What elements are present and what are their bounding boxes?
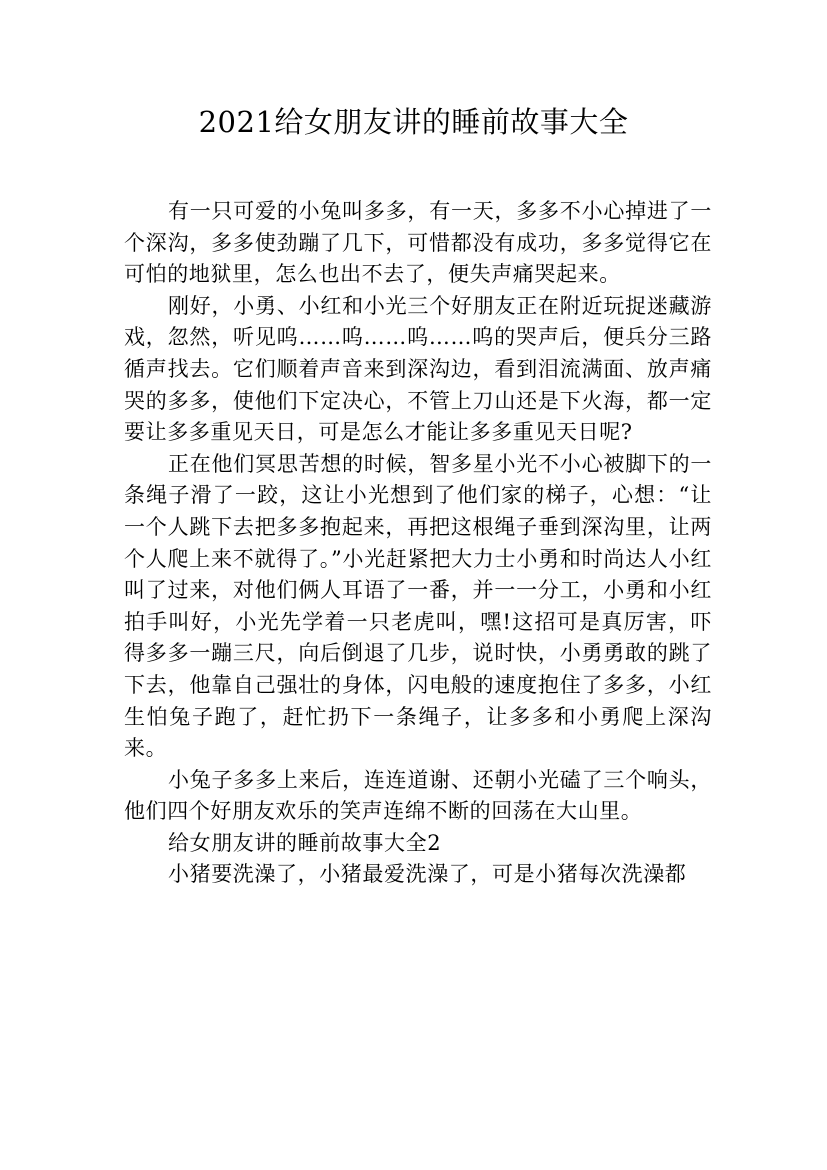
- document-body: [124, 196, 712, 891]
- story-paragraph-1: 有一只可爱的小兔叫多多，有一天，多多不小心掉进了一个深沟，多多使劲蹦了几下，可惜都没有成功，多多觉得它在可怕的地狱里，怎么也出不去了，便失声痛哭起来。: [124, 199, 712, 287]
- story-paragraph-5: 小猪要洗澡了，小猪最爱洗澡了，可是小猪每次洗澡都: [168, 862, 687, 887]
- story-paragraph-3: 正在他们冥思苦想的时候，智多星小光不小心被脚下的一条绳子滑了一跤，这让小光想到了他们家的梯子，心想：“让一个人跳下去把多多抱起来，再把这根绳子垂到深沟里，让两个人爬上来不就得了。”小光赶紧把大力士小勇和时尚达人小红叫了过来，对他们俩人耳语了一番，并一一分工，小勇和小红拍手叫好，小光先学着一只老虎叫，嘿!这招可是真厉害，吓得多多一蹦三尺，向后倒退了几步，说时快，小勇勇敢的跳了下去，他靠自己强壮的身体，闪电般的速度抱住了多多，小红生怕兔子跑了，赶忙扔下一条绳子，让多多和小勇爬上深沟来。: [124, 451, 712, 761]
- story-paragraph-4: 小兔子多多上来后，连连道谢、还朝小光磕了三个响头，他们四个好朋友欢乐的笑声连绵不断的回荡在大山里。: [124, 767, 712, 824]
- section-heading-story-2: 给女朋友讲的睡前故事大全2: [168, 830, 442, 855]
- document-title: 2021给女朋友讲的睡前故事大全: [198, 105, 629, 139]
- story-paragraph-2: 刚好，小勇、小红和小光三个好朋友正在附近玩捉迷藏游戏，忽然，听见呜……呜……呜……呜的哭声后，便兵分三路循声找去。它们顺着声音来到深沟边，看到泪流满面、放声痛哭的多多，使他们下定决心，不管上刀山还是下火海，都一定要让多多重见天日，可是怎么才能让多多重见天日呢?: [124, 293, 712, 445]
